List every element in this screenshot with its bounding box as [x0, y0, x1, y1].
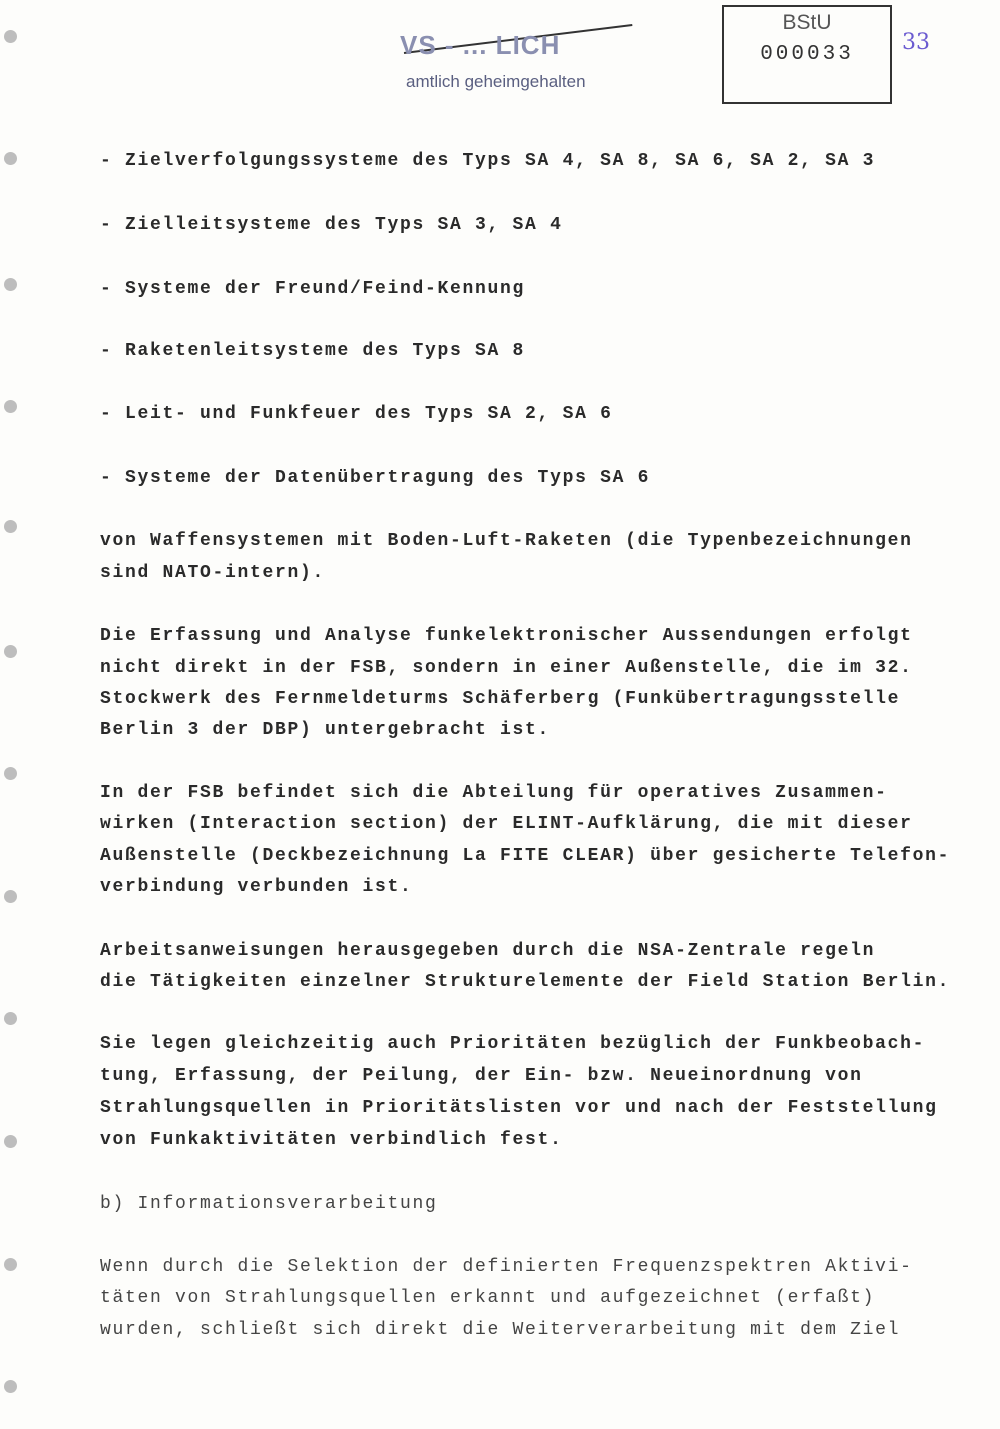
paragraph-line: Berlin 3 der DBP) untergebracht ist. — [100, 720, 551, 740]
punch-hole — [4, 1380, 17, 1393]
paragraph-line: Sie legen gleichzeitig auch Prioritäten bezüglich der Funkbeobach- — [100, 1034, 926, 1054]
paragraph-line: wurden, schließt sich direkt die Weiterverarbeitung mit dem Ziel — [100, 1320, 901, 1340]
list-item: - Raketenleitsysteme des Typs SA 8 — [100, 341, 526, 361]
page-number: 33 — [902, 30, 930, 55]
paragraph-line: Außenstelle (Deckbezeichnung La FITE CLEAR) über gesicherte Telefon- — [100, 846, 951, 866]
punch-hole — [4, 890, 17, 903]
punch-hole — [4, 645, 17, 658]
punch-hole — [4, 1258, 17, 1271]
punch-hole — [4, 152, 17, 165]
paragraph-line: tung, Erfassung, der Peilung, der Ein- bzw. Neueinordnung von — [100, 1066, 863, 1086]
paragraph-line: von Funkaktivitäten verbindlich fest. — [100, 1130, 563, 1150]
paragraph-line: Wenn durch die Selektion der definierten Frequenzspektren Aktivi- — [100, 1257, 913, 1277]
paragraph-line: Die Erfassung und Analyse funkelektronischer Aussendungen erfolgt — [100, 626, 913, 646]
classification-stamp: VS - ... LICH — [400, 30, 561, 60]
punch-hole — [4, 520, 17, 533]
list-item: - Zielverfolgungssysteme des Typs SA 4, SA 8, SA 6, SA 2, SA 3 — [100, 151, 876, 171]
list-item: - Systeme der Freund/Feind-Kennung — [100, 279, 526, 299]
punch-hole — [4, 767, 17, 780]
paragraph-line: verbindung verbunden ist. — [100, 877, 413, 897]
paragraph-line: sind NATO-intern). — [100, 563, 326, 583]
paragraph-line: Stockwerk des Fernmeldeturms Schäferberg (Funkübertragungsstelle — [100, 689, 901, 709]
archive-stamp-box — [722, 5, 892, 104]
paragraph-line: In der FSB befindet sich die Abteilung für operatives Zusammen- — [100, 783, 888, 803]
paragraph-line: wirken (Interaction section) der ELINT-Aufklärung, die mit dieser — [100, 814, 913, 834]
paragraph-line: die Tätigkeiten einzelner Strukturelemente der Field Station Berlin. — [100, 972, 951, 992]
punch-hole — [4, 1012, 17, 1025]
archive-title: BStU — [782, 11, 832, 34]
punch-hole — [4, 30, 17, 43]
paragraph-line: Strahlungsquellen in Prioritätslisten vor und nach der Feststellung — [100, 1098, 938, 1118]
paragraph-line: nicht direkt in der FSB, sondern in einer Außenstelle, die im 32. — [100, 658, 913, 678]
archive-number: 000033 — [760, 43, 854, 66]
punch-hole — [4, 1135, 17, 1148]
list-item: - Systeme der Datenübertragung des Typs SA 6 — [100, 468, 651, 488]
section-heading: b) Informationsverarbeitung — [100, 1194, 438, 1214]
punch-hole — [4, 278, 17, 291]
paragraph-line: täten von Strahlungsquellen erkannt und aufgezeichnet (erfaßt) — [100, 1288, 876, 1308]
paragraph-line: von Waffensystemen mit Boden-Luft-Raketen (die Typenbezeichnungen — [100, 531, 913, 551]
paragraph-line: Arbeitsanweisungen herausgegeben durch die NSA-Zentrale regeln — [100, 941, 876, 961]
classification-subtitle: amtlich geheimgehalten — [406, 72, 586, 91]
punch-hole — [4, 400, 17, 413]
list-item: - Leit- und Funkfeuer des Typs SA 2, SA 6 — [100, 404, 613, 424]
list-item: - Zielleitsysteme des Typs SA 3, SA 4 — [100, 215, 563, 235]
